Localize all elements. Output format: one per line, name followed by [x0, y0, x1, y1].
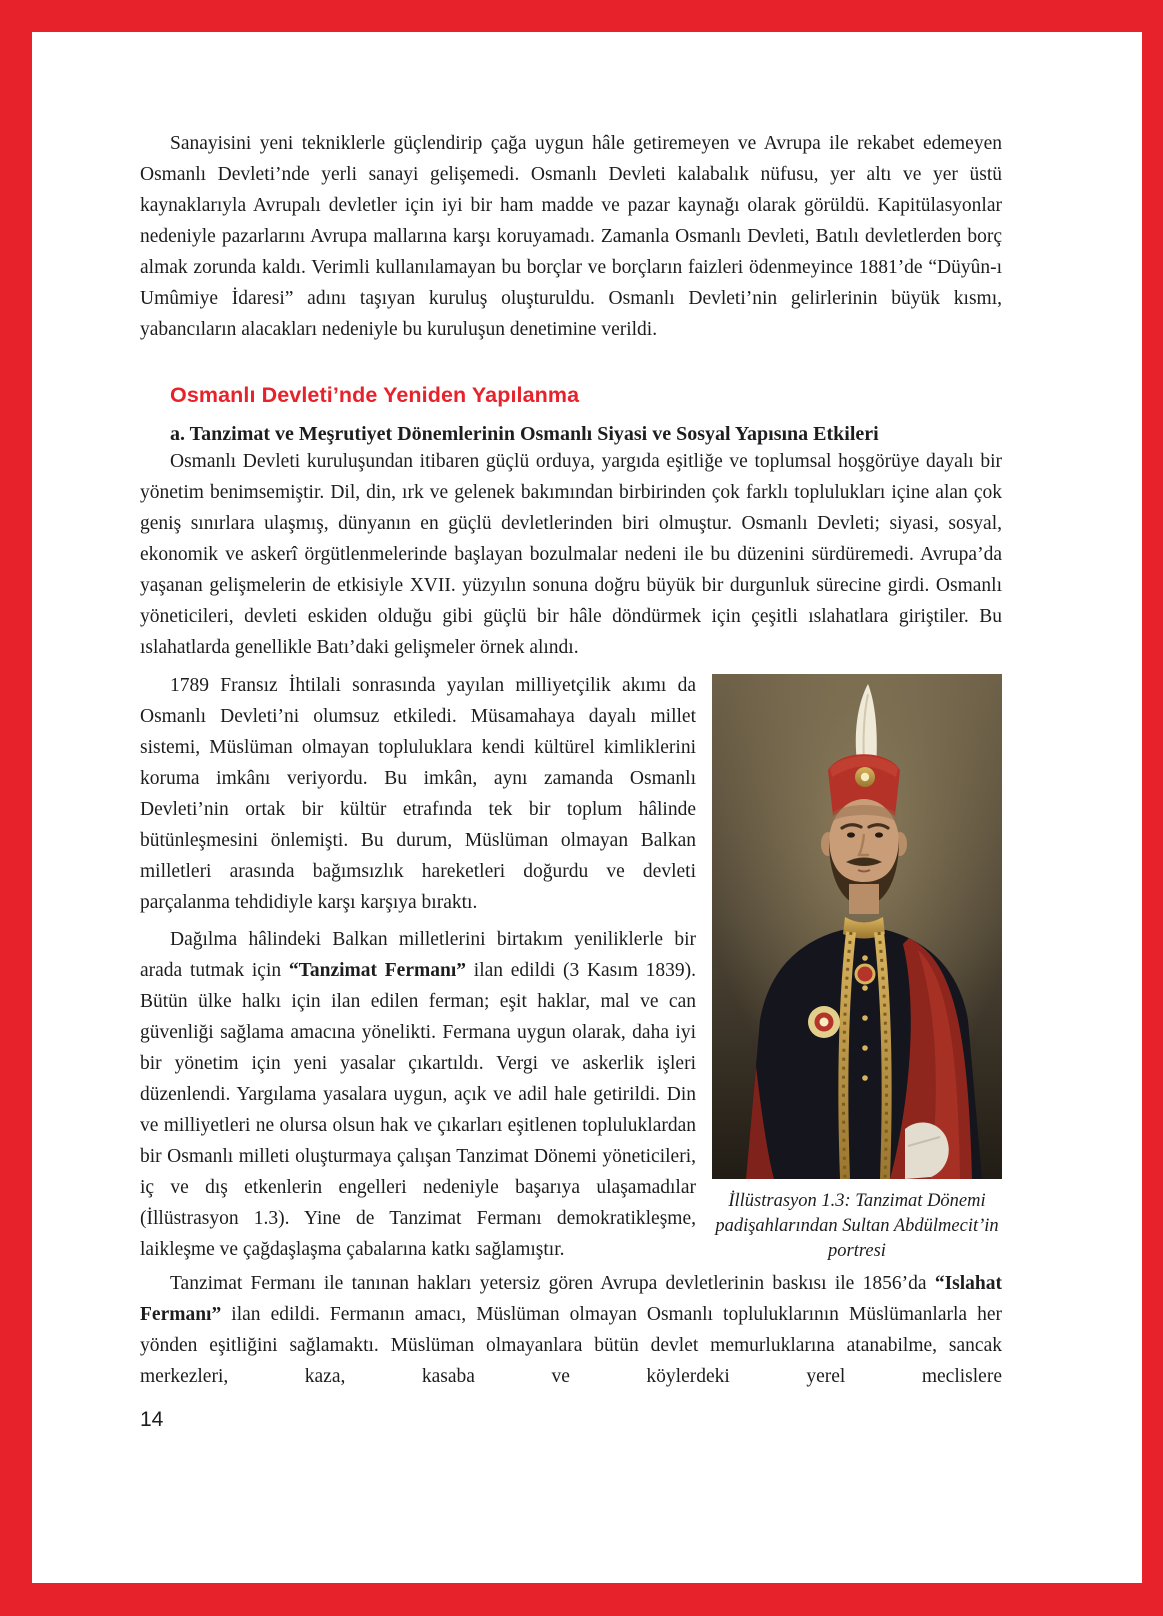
tanzimat-para-pre: Dağılma hâlindeki Balkan milletlerini birtakım yeniliklerle bir arada tutmak için: [140, 929, 696, 981]
bold-term-islahat-fermani: “Islahat Fermanı”: [140, 1273, 1002, 1325]
page-content: [32, 32, 1142, 1432]
sultan-abdulmecit-portrait: [712, 674, 1002, 1179]
portrait-figure: [712, 674, 1002, 1264]
figure-caption: İllüstrasyon 1.3: Tanzimat Dönemi padişahlarından Sultan Abdülmecit’in portresi: [715, 1191, 999, 1261]
paragraph-french-revolution: 1789 Fransız İhtilali sonrasında yayılan milliyetçilik akımı da Osmanlı Devleti’ni olumsuz etkiledi. Müsamahaya dayalı millet sistemi, Müslüman olmayan topluluklara kendi kültürel kimliklerini koruma imkânı veriyordu. Bu imkân, aynı zamanda Osmanlı Devleti’nin ortak bir kültür etrafında tek bir toplum hâlinde bütünleşmesini önlemişti. Bu durum, Müslüman olmayan Balkan milletleri arasında bağımsızlık hareketleri doğurdu ve devleti parçalanma tehdidiyle karşı karşıya bıraktı.: [140, 675, 696, 913]
tanzimat-para-post: ilan edildi (3 Kasım 1839). Bütün ülke halkı için ilan edilen ferman; eşit haklar, mal ve can güvenliği sağlama amacına yönelikti. Fermana uygun olarak, daha iyi bir yönetim için yeni yasalar çıkartıldı. Vergi ve askerlik işleri düzenlendi. Yargılama yasalara uygun, açık ve adil hale getirildi. Din ve milliyetleri ne olursa olsun hak ve çıkarları eşitlenen topluluklardan bir Osmanlı milleti oluşturmaya çalışan Tanzimat Dönemi yöneticileri, iç ve dış etkenlerin engelleri nedeniyle başarıya ulaşamadılar (İllüstrasyon 1.3). Yine de Tanzimat Fermanı demokratikleşme, laikleşme ve çağdaşlaşma çabalarına katkı sağlamıştır.: [140, 960, 696, 1260]
paragraph-ottoman-foundation: Osmanlı Devleti kuruluşundan itibaren güçlü orduya, yargıda eşitliğe ve toplumsal hoşgörüye dayalı bir yönetim benimsemiştir. Dil, din, ırk ve gelenek bakımından birbirinden çok farklı toplulukları içine alan çok geniş sınırlara ulaşmış, dünyanın en güçlü devletlerinden biri olmuştur. Osmanlı Devleti; siyasi, sosyal, ekonomik ve askerî örgütlenmelerinde başlayan bozulmalar nedeni ile bu düzenini sürdüremedi. Avrupa’da yaşanan gelişmelerin de etkisiyle XVII. yüzyılın sonuna doğru büyük bir durgunluk sürecine girdi. Osmanlı yöneticileri, devleti eskiden olduğu gibi güçlü bir hâle döndürmek için çeşitli ıslahatlara giriştiler. Bu ıslahatlarda genellikle Batı’daki gelişmeler örnek alındı.: [140, 451, 1002, 658]
text-and-figure-section: [140, 670, 1002, 1268]
bold-term-tanzimat-fermani: “Tanzimat Fermanı”: [288, 960, 467, 981]
page-number: 14: [140, 1408, 164, 1431]
section-heading-yeniden-yapilanma: Osmanlı Devleti’nde Yeniden Yapılanma: [170, 383, 580, 407]
paragraph-islahat-fermani: [140, 1268, 1002, 1392]
islahat-para-pre: Tanzimat Fermanı ile tanınan hakları yetersiz gören Avrupa devletlerinin baskısı ile 1856’da: [170, 1273, 935, 1294]
paragraph-industry-decline: Sanayisini yeni tekniklerle güçlendirip çağa uygun hâle getiremeyen ve Avrupa ile rekabet edemeyen Osmanlı Devleti’nde yerli sanayi gelişemedi. Osmanlı Devleti kalabalık nüfusu, yer altı ve yer üstü kaynaklarıyla Avrupalı devletler için iyi bir ham madde ve pazar kaynağı olarak görüldü. Kapitülasyonlar nedeniyle pazarlarını Avrupa mallarına karşı koruyamadı. Zamanla Osmanlı Devleti, Batılı devletlerden borç almak zorunda kaldı. Verimli kullanılamayan bu borçlar ve borçların faizleri ödenmeyince 1881’de “Düyûn-ı Umûmiye İdaresi” adını taşıyan kuruluş oluşturuldu. Osmanlı Devleti’nin gelirlerinin büyük kısmı, yabancıların alacakları nedeniyle bu kuruluşun denetimine verildi.: [140, 133, 1002, 340]
islahat-para-post: ilan edildi. Fermanın amacı, Müslüman olmayan Osmanlı topluluklarının Müslümanlarla her yönden eşitliğini sağlamaktı. Müslüman olmayanlara bütün devlet memurluklarına atanabilme, sancak merkezleri, kaza, kasaba ve köylerdeki yerel meclislere: [140, 1304, 1002, 1387]
subheading-tanzimat-mesrutiyet: a. Tanzimat ve Meşrutiyet Dönemlerinin Osmanlı Siyasi ve Sosyal Yapısına Etkileri: [170, 423, 879, 445]
